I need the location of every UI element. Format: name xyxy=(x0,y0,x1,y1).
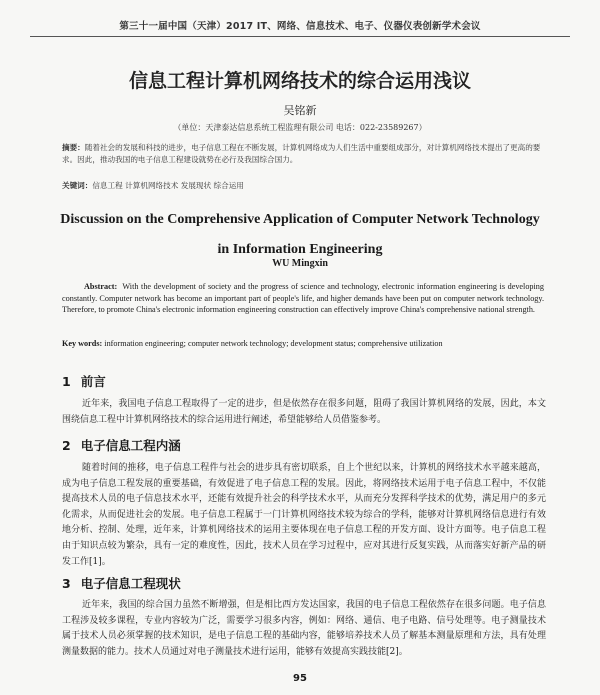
english-author: WU Mingxin xyxy=(272,258,328,269)
section-number: 2 xyxy=(62,438,71,453)
english-title-line-1: Discussion on the Comprehensive Application of Computer Network Technology xyxy=(60,212,540,227)
english-abstract-label: Abstract: xyxy=(84,282,118,291)
section-title: 电子信息工程现状 xyxy=(80,576,181,591)
section-title: 前言 xyxy=(80,374,106,389)
section-number: 1 xyxy=(62,374,71,389)
header-rule xyxy=(30,36,570,37)
body-paragraph: 近年来，我国的综合国力虽然不断增强，但是相比西方发达国家，我国的电子信息工程依然存在很多问题。电子信息工程涉及较多课程，专业内容较为广泛，需要学习很多内容，例如：网络、通信、电子电路、信号处理等。电子测量技术属于技术人员必须掌握的技术知识，是电子信息工程的基础内容，能够培养技术人员了解基本测量原理和方法，具有处理测量数据的能力。技术人员通过对电子测量技术进行运用，能够有效提高实践技能[2]。 xyxy=(62,600,546,657)
chinese-affiliation: （单位：天津泰达信息系统工程监理有限公司 电话：022-23589267） xyxy=(173,123,427,132)
english-abstract-text: With the development of society and the progress of science and technology, electronic information engineering is developing constantly. Computer network has become an important part of people's life, and higher demands have been put on computer network technology. Therefore, to promote China's electronic information engineering construction can effectively improve China's comprehensive national strength. xyxy=(62,282,544,314)
chinese-abstract-text: 随着社会的发展和科技的进步，电子信息工程在不断发展，计算机网络成为人们生活中重要组成部分，对计算机网络技术提出了更高的要求。因此，推动我国的电子信息工程建设就势在必行及我国综合国力。 xyxy=(62,143,541,164)
section-heading xyxy=(62,436,181,454)
body-paragraph: 随着时间的推移，电子信息工程件与社会的进步具有密切联系，自上个世纪以来，计算机的网络技术水平越来越高，成为电子信息工程发展的重要基础，有效促进了电子信息工程的发展。因此，将网络技术运用于电子信息工程中，不仅能提高技术人员的电子信息技术水平，还能有效提升社会的科学技术水平，从而充分发挥科学技术的优势，满足用户的多元化需求，从而促进社会的发展。电子信息工程属于一门计算机网络技术较为综合的学科，能够对计算机网络信息进行有效地分析、控制、处理，近年来，计算机网络技术的运用主要体现在电子信息工程的开发方面、设计方面等。电子信息工程由于知识点较为繁杂，具有一定的难度性，因此，技术人员在学习过程中，应对其进行反复实践，从而落实好新产品的研发工作[1]。 xyxy=(62,463,546,567)
chinese-keywords-text: 信息工程 计算机网络技术 发展现状 综合运用 xyxy=(92,181,244,190)
running-head: 第三十一届中国（天津）2017 IT、网络、信息技术、电子、仪器仪表创新学术会议 xyxy=(119,21,481,32)
english-title-line-2: in Information Engineering xyxy=(217,242,383,257)
chinese-title: 信息工程计算机网络技术的综合运用浅议 xyxy=(128,70,471,92)
english-keywords-label: Key words: xyxy=(62,339,103,348)
chinese-author: 吴铭新 xyxy=(283,104,317,117)
section-number: 3 xyxy=(62,576,71,591)
english-keywords-text: information engineering; computer network technology; development status; comprehensive utilization xyxy=(104,339,443,348)
section-heading xyxy=(62,372,106,390)
chinese-abstract xyxy=(62,142,542,166)
body-paragraph: 近年来，我国电子信息工程取得了一定的进步，但是依然存在很多问题，阻碍了我国计算机网络的发展，因此，本文围绕信息工程中计算机网络技术的综合运用进行阐述，希望能够给人员借鉴参考。 xyxy=(62,399,546,425)
chinese-keywords-label: 关键词： xyxy=(62,181,93,190)
english-title xyxy=(0,205,600,265)
chinese-abstract-label: 摘要： xyxy=(62,143,85,152)
chinese-keywords xyxy=(62,180,542,191)
section-title: 电子信息工程内涵 xyxy=(80,438,181,453)
english-keywords xyxy=(62,339,544,348)
page-number: 95 xyxy=(293,673,307,684)
section-heading xyxy=(62,574,181,592)
english-abstract xyxy=(62,281,544,316)
